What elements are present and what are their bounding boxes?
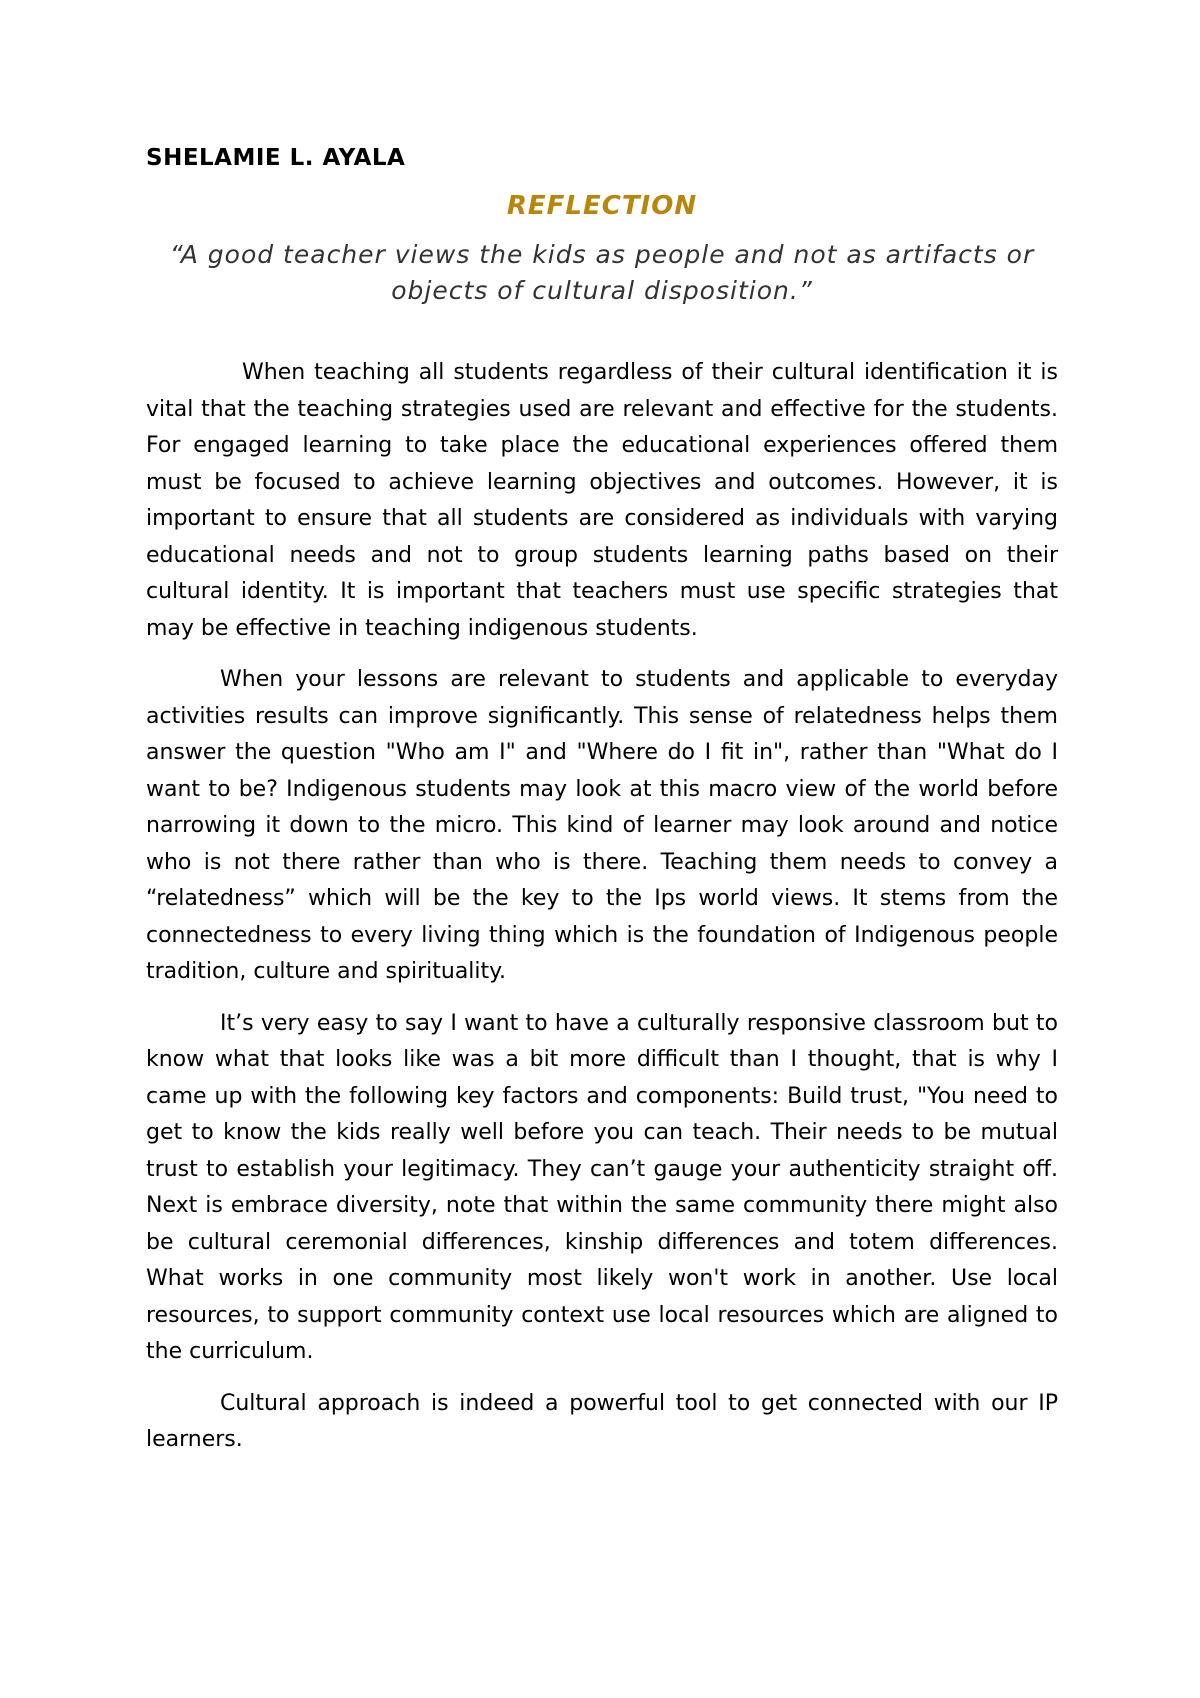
epigraph-quote: “A good teacher views the kids as people and not as artifacts or objects of cultural disposition.” bbox=[169, 240, 1035, 305]
paragraph-4: Cultural approach is indeed a powerful tool to get connected with our IP learners. bbox=[146, 1390, 1058, 1452]
paragraph-2: When your lessons are relevant to students and applicable to everyday activities results can improve significantly. This sense of relatedness helps them answer the question "Who am I" and "Where do I fit in", rather than "What do I want to be? Indigenous students may look at this macro view of the world before narrowing it down to the micro. This kind of learner may look around and notice who is not there rather than who is there. Teaching them needs to convey a “relatedness” which will be the key to the Ips world views. It stems from the connectedness to every living thing which is the foundation of Indigenous people tradition, culture and spirituality. bbox=[146, 667, 1058, 984]
author-name: SHELAMIE L. AYALA bbox=[146, 145, 406, 171]
document-title: REFLECTION bbox=[506, 191, 698, 221]
paragraph-3: It’s very easy to say I want to have a culturally responsive classroom but to know what that looks like was a bit more difficult than I thought, that is why I came up with the following key factors and components: Build trust, "You need to get to know the kids really well before you can teach. Their needs to be mutual trust to establish your legitimacy. They can’t gauge your authenticity straight off. Next is embrace diversity, note that within the same community there might also be cultural ceremonial differences, kinship differences and totem differences. What works in one community most likely won't work in another. Use local resources, to support community context use local resources which are aligned to the curriculum. bbox=[146, 1010, 1058, 1364]
document-content bbox=[146, 143, 1058, 1474]
paragraph-1: When teaching all students regardless of their cultural identification it is vital that the teaching strategies used are relevant and effective for the students. For engaged learning to take place the educational experiences offered them must be focused to achieve learning objectives and outcomes. However, it is important to ensure that all students are considered as individuals with varying educational needs and not to group students learning paths based on their cultural identity. It is important that teachers must use specific strategies that may be effective in teaching indigenous students. bbox=[146, 360, 1058, 641]
